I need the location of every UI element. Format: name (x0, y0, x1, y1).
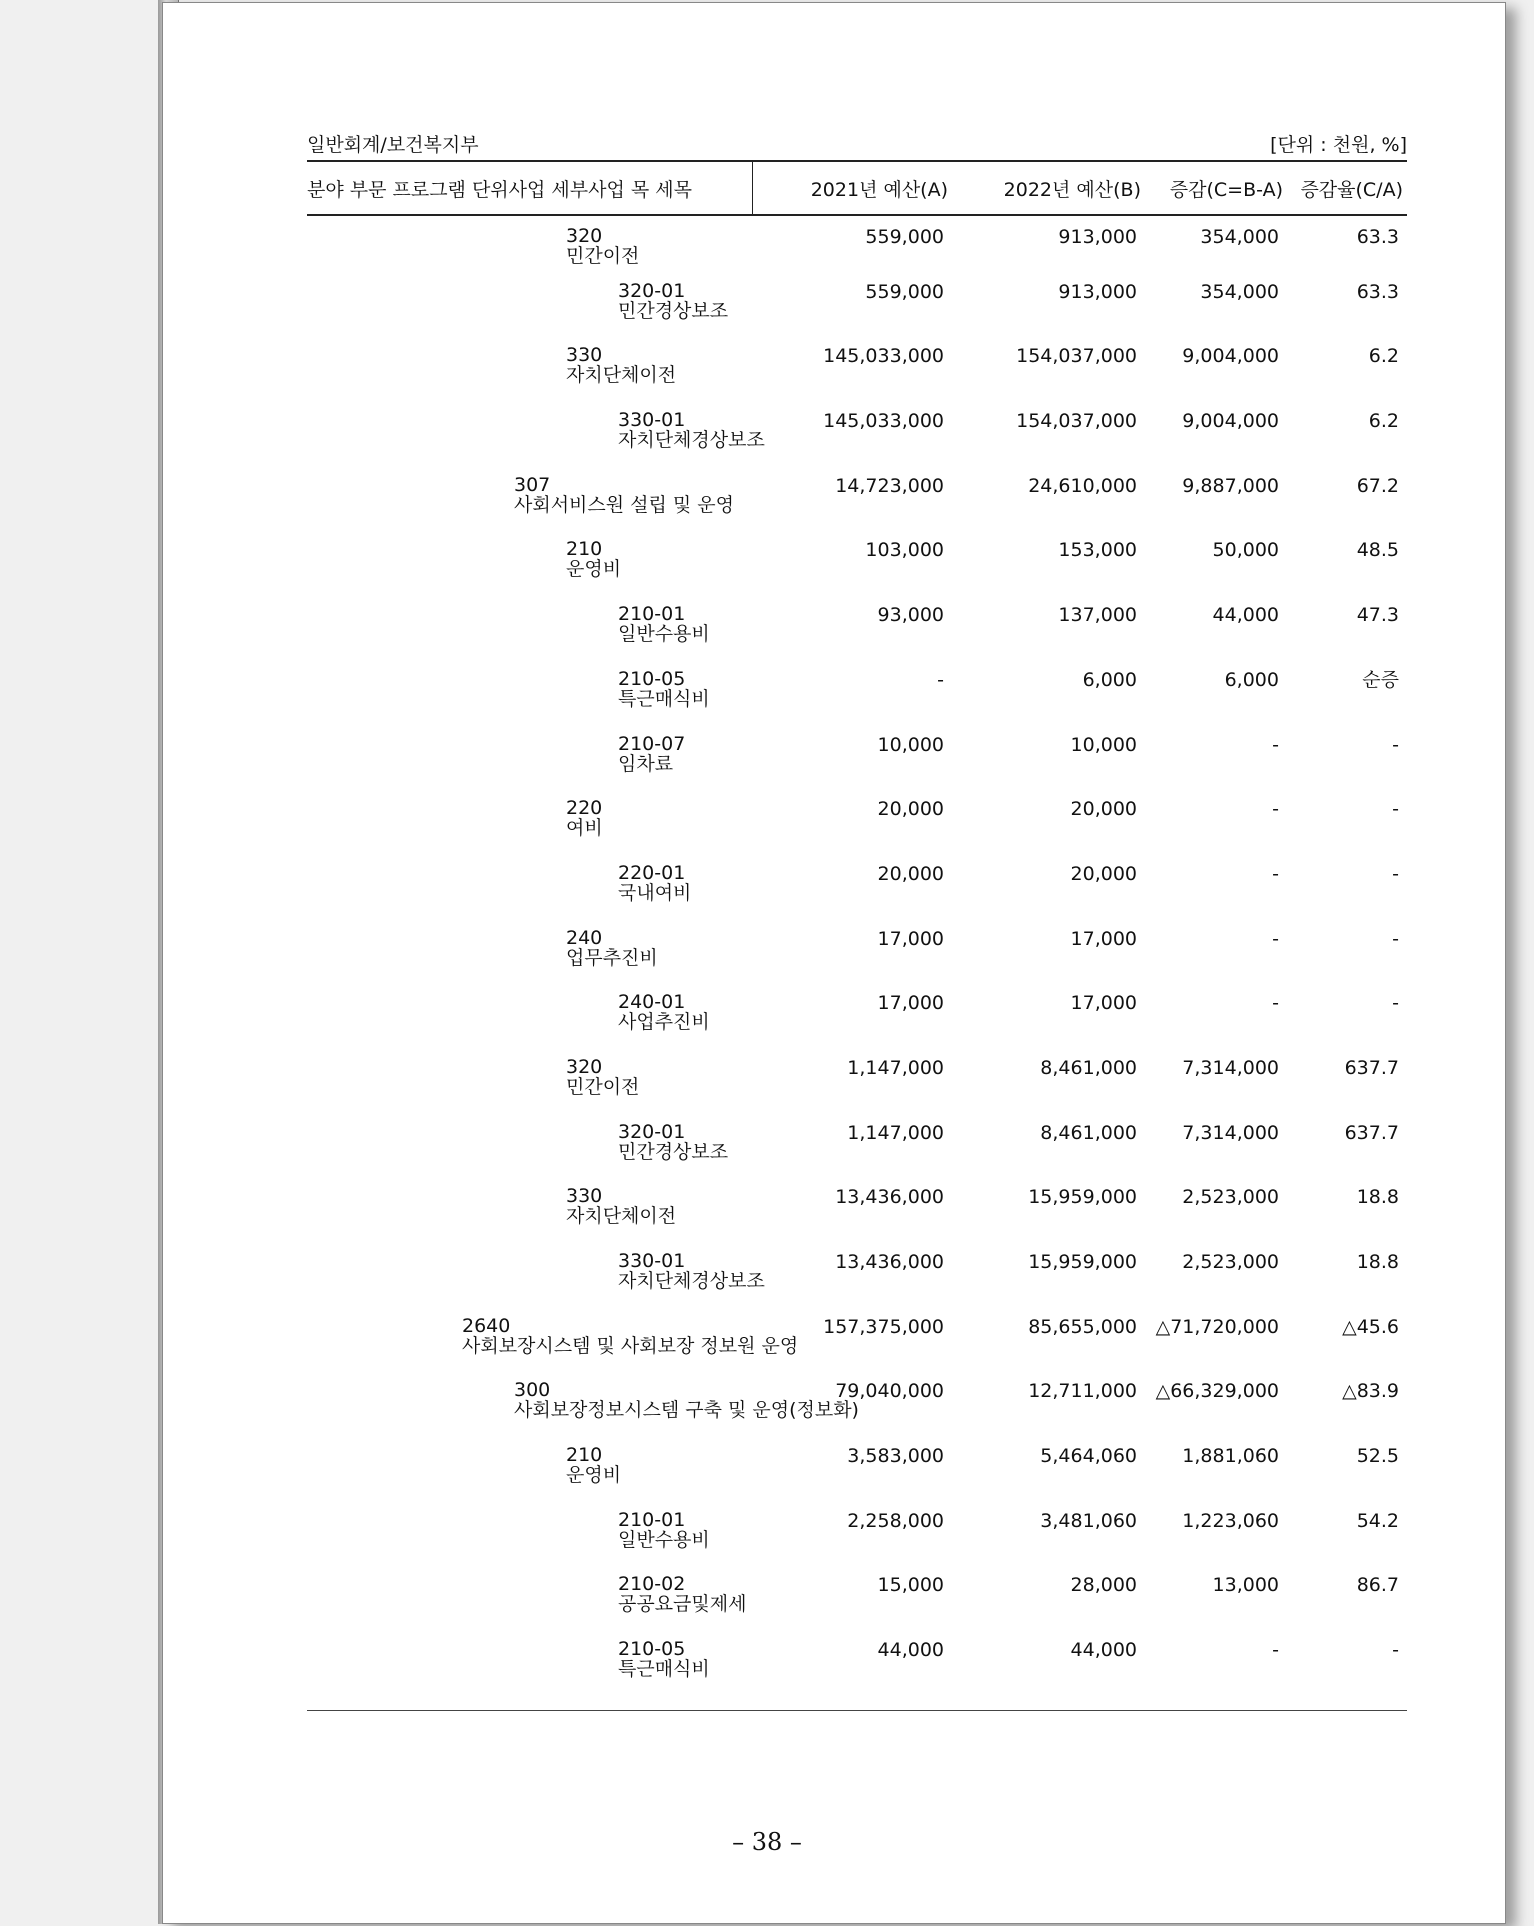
table-row (307, 539, 1407, 604)
row-description (307, 669, 752, 734)
rate-cell: 54.2 (1356, 1509, 1399, 1532)
diff-cell: 354,000 (1200, 226, 1279, 248)
table-row (307, 281, 1407, 346)
table-row (307, 475, 1407, 540)
row-label: 공공요금및제세 (618, 1593, 747, 1616)
table-row (307, 798, 1407, 863)
budget-2021-cell: 10,000 (877, 733, 944, 756)
row-code: 210 (566, 538, 603, 561)
row-label: 사회보장정보시스템 구축 및 운영(정보화) (514, 1399, 859, 1422)
rate-cell: 637.7 (1344, 1121, 1399, 1144)
page-number: – 38 – (732, 1828, 802, 1856)
row-label: 일반수용비 (618, 1528, 710, 1551)
budget-2021-cell: - (937, 668, 944, 691)
row-code: 220 (566, 797, 603, 820)
budget-2021-cell: 13,436,000 (835, 1186, 944, 1209)
table-row (307, 215, 1407, 281)
row-label: 민간이전 (566, 1075, 640, 1098)
row-label: 일반수용비 (618, 623, 710, 646)
row-label: 민간경상보조 (618, 299, 729, 322)
diff-cell: 50,000 (1212, 539, 1279, 562)
row-code: 210-01 (618, 603, 686, 626)
column-header-2021: 2021년 예산(A) (752, 161, 952, 215)
diff-cell: - (1272, 927, 1279, 950)
budget-2022-cell: 153,000 (1058, 539, 1137, 562)
budget-2022-cell: 12,711,000 (1028, 1380, 1137, 1403)
row-code: 300 (514, 1379, 551, 1402)
row-code: 210-02 (618, 1573, 686, 1596)
row-label: 민간이전 (566, 245, 640, 267)
budget-2022-cell: 8,461,000 (1040, 1056, 1137, 1079)
diff-cell: 354,000 (1200, 280, 1279, 303)
diff-cell: 9,004,000 (1182, 410, 1279, 433)
row-code: 210-01 (618, 1508, 686, 1531)
row-code: 320 (566, 225, 603, 247)
table-row (307, 992, 1407, 1057)
row-label: 특근매식비 (618, 1658, 710, 1681)
budget-2022-cell: 154,037,000 (1016, 410, 1137, 433)
table-row (307, 1186, 1407, 1251)
row-description (307, 345, 752, 410)
row-code: 210 (566, 1444, 603, 1467)
row-description (307, 215, 752, 281)
table-row (307, 1445, 1407, 1510)
budget-2022-cell: 6,000 (1082, 668, 1137, 691)
rate-cell: 18.8 (1356, 1186, 1399, 1209)
document-header (307, 130, 1407, 160)
budget-2021-cell: 145,033,000 (823, 410, 944, 433)
table-header-row (307, 161, 1407, 215)
row-code: 330 (566, 344, 603, 367)
row-description (307, 1122, 752, 1187)
budget-2021-cell: 15,000 (877, 1574, 944, 1597)
row-description (307, 1574, 752, 1639)
budget-2021-cell: 20,000 (877, 862, 944, 885)
budget-2021-cell: 20,000 (877, 798, 944, 821)
table-row (307, 1639, 1407, 1704)
row-code: 210-07 (618, 732, 686, 755)
diff-cell: 1,223,060 (1182, 1509, 1279, 1532)
row-code: 210-05 (618, 667, 686, 690)
rate-cell: 67.2 (1356, 474, 1399, 497)
budget-2022-cell: 20,000 (1070, 798, 1137, 821)
table-row (307, 345, 1407, 410)
row-label: 임차료 (618, 752, 674, 775)
row-label: 여비 (566, 817, 603, 840)
row-description (307, 281, 752, 346)
table-row (307, 1122, 1407, 1187)
diff-cell: - (1272, 798, 1279, 821)
rate-cell: - (1392, 992, 1399, 1015)
rate-cell: 48.5 (1356, 539, 1399, 562)
table-row (307, 1316, 1407, 1381)
row-code: 330-01 (618, 1250, 686, 1272)
rate-cell: 18.8 (1356, 1251, 1399, 1273)
row-code: 210-05 (618, 1638, 686, 1661)
rate-cell: - (1392, 798, 1399, 821)
diff-cell: 6,000 (1224, 668, 1279, 691)
rate-cell: 637.7 (1344, 1056, 1399, 1079)
rate-cell: - (1392, 1639, 1399, 1662)
diff-cell: 2,523,000 (1182, 1186, 1279, 1209)
budget-table (307, 160, 1407, 1704)
budget-2022-cell: 17,000 (1070, 927, 1137, 950)
row-label: 자치단체이전 (566, 364, 677, 387)
row-description (307, 539, 752, 604)
table-bottom-rule (307, 1710, 1407, 1711)
rate-cell: 63.3 (1356, 280, 1399, 303)
budget-2022-cell: 154,037,000 (1016, 345, 1137, 368)
column-header-rate: 증감율(C/A) (1287, 161, 1407, 215)
row-label: 특근매식비 (618, 687, 710, 710)
budget-2021-cell: 559,000 (865, 226, 944, 248)
budget-2021-cell: 44,000 (877, 1639, 944, 1662)
row-description (307, 734, 752, 799)
row-description (307, 1314, 799, 1381)
table-row (307, 863, 1407, 928)
row-code: 320-01 (618, 1120, 686, 1143)
row-code: 330 (566, 1185, 603, 1208)
row-code: 220-01 (618, 861, 686, 884)
row-description (307, 798, 752, 863)
rate-cell: 86.7 (1356, 1574, 1399, 1597)
rate-cell: △45.6 (1342, 1315, 1399, 1338)
budget-2021-cell: 93,000 (877, 604, 944, 627)
budget-2021-cell: 79,040,000 (835, 1380, 944, 1403)
budget-2022-cell: 10,000 (1070, 733, 1137, 756)
row-label: 운영비 (566, 558, 622, 581)
budget-document (307, 130, 1407, 1711)
budget-2022-cell: 85,655,000 (1028, 1315, 1137, 1338)
table-row (307, 604, 1407, 669)
diff-cell: 9,887,000 (1182, 474, 1279, 497)
budget-2021-cell: 145,033,000 (823, 345, 944, 368)
table-row (307, 1510, 1407, 1575)
row-label: 사회서비스원 설립 및 운영 (514, 493, 735, 516)
column-header-2022: 2022년 예산(B) (952, 161, 1145, 215)
rate-cell: 47.3 (1356, 604, 1399, 627)
budget-2021-cell: 1,147,000 (847, 1056, 944, 1079)
rate-cell: - (1392, 733, 1399, 756)
row-label: 민간경상보조 (618, 1140, 729, 1163)
budget-2022-cell: 20,000 (1070, 862, 1137, 885)
budget-2021-cell: 13,436,000 (835, 1251, 944, 1273)
table-row (307, 410, 1407, 475)
row-description (307, 475, 752, 540)
row-description (307, 992, 752, 1057)
budget-2022-cell: 5,464,060 (1040, 1445, 1137, 1468)
column-header-description: 분야 부문 프로그램 단위사업 세부사업 목 세목 (307, 161, 752, 215)
table-row (307, 1574, 1407, 1639)
account-title: 일반회계/보건복지부 (307, 134, 479, 156)
budget-2021-cell: 103,000 (865, 539, 944, 562)
row-label: 자치단체이전 (566, 1205, 677, 1228)
budget-2022-cell: 28,000 (1070, 1574, 1137, 1597)
unit-label: [단위 : 천원, %] (1270, 134, 1407, 156)
column-header-diff: 증감(C=B-A) (1145, 161, 1287, 215)
diff-cell: - (1272, 1639, 1279, 1662)
diff-cell: - (1272, 862, 1279, 885)
diff-cell: △71,720,000 (1155, 1315, 1279, 1338)
diff-cell: 44,000 (1212, 604, 1279, 627)
budget-2022-cell: 24,610,000 (1028, 474, 1137, 497)
row-description (307, 409, 765, 475)
diff-cell: 1,881,060 (1182, 1445, 1279, 1468)
rate-cell: 52.5 (1356, 1445, 1399, 1468)
row-description (307, 1379, 859, 1445)
row-label: 운영비 (566, 1464, 622, 1487)
table-row (307, 1380, 1407, 1445)
budget-2021-cell: 559,000 (865, 280, 944, 303)
row-description (307, 1510, 752, 1575)
diff-cell: - (1272, 733, 1279, 756)
row-label: 업무추진비 (566, 946, 658, 969)
diff-cell: 13,000 (1212, 1574, 1279, 1597)
row-code: 330-01 (618, 409, 686, 432)
budget-2021-cell: 157,375,000 (823, 1315, 944, 1338)
row-code: 320-01 (618, 279, 686, 302)
rate-cell: 6.2 (1368, 345, 1399, 368)
diff-cell: 7,314,000 (1182, 1056, 1279, 1079)
diff-cell: 2,523,000 (1182, 1251, 1279, 1273)
row-code: 320 (566, 1055, 603, 1078)
budget-2022-cell: 8,461,000 (1040, 1121, 1137, 1144)
budget-2022-cell: 15,959,000 (1028, 1251, 1137, 1273)
budget-2021-cell: 2,258,000 (847, 1509, 944, 1532)
row-label: 국내여비 (618, 881, 692, 904)
row-description (307, 863, 752, 928)
budget-2022-cell: 44,000 (1070, 1639, 1137, 1662)
diff-cell: 7,314,000 (1182, 1121, 1279, 1144)
row-label: 자치단체경상보조 (618, 1270, 765, 1292)
budget-2022-cell: 137,000 (1058, 604, 1137, 627)
table-row (307, 928, 1407, 993)
row-description (307, 604, 752, 669)
budget-2021-cell: 17,000 (877, 992, 944, 1015)
budget-2021-cell: 14,723,000 (835, 474, 944, 497)
row-code: 240-01 (618, 991, 686, 1014)
budget-2021-cell: 3,583,000 (847, 1445, 944, 1468)
table-row (307, 669, 1407, 734)
table-body (307, 215, 1407, 1704)
row-code: 307 (514, 473, 551, 496)
row-code: 2640 (462, 1314, 511, 1337)
row-description (307, 1250, 765, 1316)
row-label: 사업추진비 (618, 1011, 710, 1034)
table-row (307, 1251, 1407, 1316)
diff-cell: △66,329,000 (1155, 1380, 1279, 1403)
rate-cell: - (1392, 927, 1399, 950)
row-code: 240 (566, 926, 603, 949)
budget-2022-cell: 17,000 (1070, 992, 1137, 1015)
table-row (307, 734, 1407, 799)
table-row (307, 1057, 1407, 1122)
row-label: 사회보장시스템 및 사회보장 정보원 운영 (462, 1334, 799, 1357)
budget-2021-cell: 1,147,000 (847, 1121, 944, 1144)
row-description (307, 928, 752, 993)
rate-cell: 순증 (1362, 668, 1399, 691)
row-description (307, 1639, 752, 1704)
row-label: 자치단체경상보조 (618, 429, 765, 452)
rate-cell: 63.3 (1356, 226, 1399, 248)
budget-2022-cell: 913,000 (1058, 280, 1137, 303)
budget-2022-cell: 3,481,060 (1040, 1509, 1137, 1532)
row-description (307, 1057, 752, 1122)
diff-cell: - (1272, 992, 1279, 1015)
row-description (307, 1445, 752, 1510)
rate-cell: - (1392, 862, 1399, 885)
budget-2022-cell: 15,959,000 (1028, 1186, 1137, 1209)
rate-cell: 6.2 (1368, 410, 1399, 433)
row-description (307, 1186, 752, 1251)
diff-cell: 9,004,000 (1182, 345, 1279, 368)
rate-cell: △83.9 (1342, 1380, 1399, 1403)
budget-2021-cell: 17,000 (877, 927, 944, 950)
budget-2022-cell: 913,000 (1058, 226, 1137, 248)
